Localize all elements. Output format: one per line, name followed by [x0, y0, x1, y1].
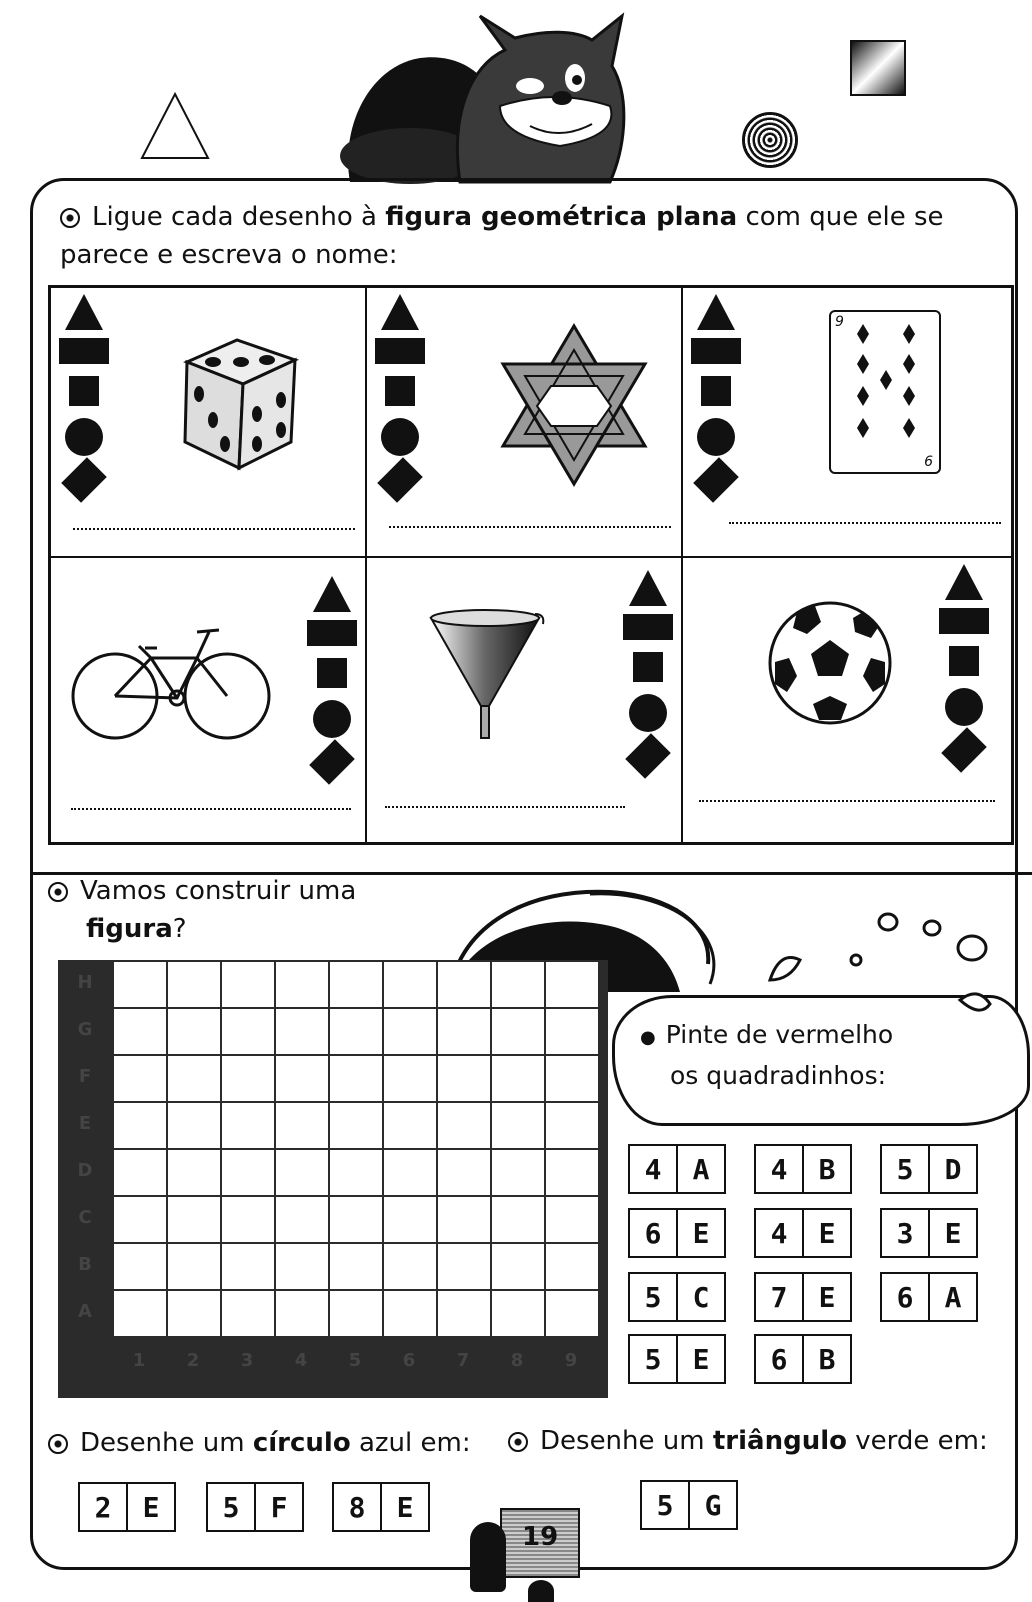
grid-cell[interactable] — [114, 1291, 166, 1336]
coordinate-code-box — [332, 1482, 430, 1532]
grid-cell[interactable] — [438, 1197, 490, 1242]
code-number: 4 — [770, 1216, 788, 1250]
triangle-icon[interactable] — [381, 294, 419, 330]
grid-col-label: 2 — [186, 1350, 200, 1371]
answer-line[interactable] — [71, 808, 351, 810]
grid-col-label: 8 — [510, 1350, 524, 1371]
playing-card-image — [829, 310, 941, 474]
instruction-text: com que ele se parece e escreva o nome: — [60, 202, 944, 270]
diamond-icon[interactable] — [377, 457, 423, 503]
coordinate-code-box — [206, 1482, 304, 1532]
circle-icon[interactable] — [629, 694, 667, 732]
circle-icon[interactable] — [697, 418, 735, 456]
coordinate-code-box — [78, 1482, 176, 1532]
grid-cell[interactable] — [276, 962, 328, 1007]
code-letter: E — [676, 1210, 724, 1256]
circle-icon[interactable] — [65, 418, 103, 456]
grid-cell[interactable] — [276, 1056, 328, 1101]
instruction-text: ? — [172, 914, 187, 944]
card-rank-top: 9 — [835, 314, 844, 330]
grid-cell[interactable] — [222, 1009, 274, 1054]
table-cell-ball — [682, 557, 1012, 843]
instruction-grid — [48, 872, 408, 948]
grid-cell[interactable] — [492, 1009, 544, 1054]
grid-cell[interactable] — [384, 1291, 436, 1336]
code-letter: A — [928, 1274, 976, 1320]
paint-instruction: ● Pinte de vermelho os quadradinhos: — [640, 1020, 894, 1090]
cat-illustration — [330, 6, 640, 184]
grid-cell[interactable] — [330, 1009, 382, 1054]
answer-line[interactable] — [73, 528, 355, 530]
code-number: 5 — [656, 1488, 674, 1522]
rectangle-icon[interactable] — [939, 608, 989, 634]
grid-cell[interactable] — [384, 962, 436, 1007]
grid-cell[interactable] — [168, 1244, 220, 1289]
code-number: 4 — [770, 1152, 788, 1186]
grid-cell[interactable] — [384, 1244, 436, 1289]
instruction-text: Vamos construir uma — [80, 876, 357, 906]
code-letter: E — [676, 1336, 724, 1382]
rectangle-icon[interactable] — [623, 614, 673, 640]
code-letter: E — [802, 1210, 850, 1256]
grid-cell[interactable] — [168, 1009, 220, 1054]
grid-cell[interactable] — [330, 1197, 382, 1242]
grid-cell[interactable] — [438, 962, 490, 1007]
code-number: 2 — [94, 1490, 112, 1524]
grid-row-label: E — [78, 1113, 92, 1134]
coordinate-code-box — [880, 1272, 978, 1322]
instruction-text: Desenhe um — [80, 1428, 253, 1458]
grid-cell[interactable] — [546, 1103, 598, 1148]
grid-cell[interactable] — [438, 1150, 490, 1195]
funnel-image — [427, 606, 547, 742]
triangle-icon[interactable] — [629, 570, 667, 606]
circle-icon[interactable] — [945, 688, 983, 726]
coordinate-code-box — [628, 1144, 726, 1194]
grid-cell[interactable] — [438, 1291, 490, 1336]
code-number: 7 — [770, 1280, 788, 1314]
shape-options[interactable] — [307, 576, 357, 776]
dice-image — [177, 332, 301, 472]
code-letter: C — [676, 1274, 724, 1320]
grid-cell[interactable] — [330, 1150, 382, 1195]
grid-cell[interactable] — [492, 1291, 544, 1336]
shape-options[interactable] — [691, 294, 741, 494]
coordinate-code-box — [754, 1272, 852, 1322]
grid-cell[interactable] — [546, 1150, 598, 1195]
table-cell-star — [366, 287, 682, 557]
code-letter: F — [254, 1484, 302, 1530]
paint-instruction-line2: os quadradinhos: — [670, 1061, 887, 1090]
grid-cell[interactable] — [492, 1197, 544, 1242]
grid-row-label: D — [77, 1160, 93, 1181]
code-letter: B — [802, 1146, 850, 1192]
coordinate-code-box — [880, 1208, 978, 1258]
code-letter: E — [928, 1210, 976, 1256]
grid-cell[interactable] — [438, 1244, 490, 1289]
instruction-circle — [48, 1424, 471, 1462]
grid-cell[interactable] — [168, 962, 220, 1007]
grid-cell[interactable] — [546, 1197, 598, 1242]
grid-cell[interactable] — [276, 1150, 328, 1195]
instruction-text: Desenhe um — [540, 1426, 713, 1456]
table-cell-bicycle — [50, 557, 366, 843]
soccer-ball-bullet-icon — [48, 882, 68, 902]
grid-cell[interactable] — [546, 962, 598, 1007]
grid-cell[interactable] — [276, 1009, 328, 1054]
grid-cell[interactable] — [330, 962, 382, 1007]
code-number: 5 — [644, 1280, 662, 1314]
grid-cell[interactable] — [330, 1056, 382, 1101]
table-cell-dice — [50, 287, 366, 557]
paint-instruction-line1: Pinte de vermelho — [665, 1020, 894, 1049]
grid-cell[interactable] — [384, 1056, 436, 1101]
grid-cell[interactable] — [222, 962, 274, 1007]
code-number: 6 — [896, 1280, 914, 1314]
code-number: 4 — [644, 1152, 662, 1186]
grid-cell[interactable] — [114, 1150, 166, 1195]
page-number: 19 — [522, 1522, 559, 1552]
shape-options[interactable] — [939, 564, 989, 764]
diamond-icon[interactable] — [61, 457, 107, 503]
coordinate-code-box — [880, 1144, 978, 1194]
coordinate-code-box — [754, 1144, 852, 1194]
code-number: 5 — [222, 1490, 240, 1524]
grid-cell[interactable] — [222, 1244, 274, 1289]
grid-cell[interactable] — [168, 1056, 220, 1101]
instruction-bold: figura geométrica plana — [385, 202, 738, 232]
table-cell-card — [682, 287, 1012, 557]
code-number: 3 — [896, 1216, 914, 1250]
instruction-bold: figura — [86, 914, 173, 944]
grid-cell[interactable] — [492, 1150, 544, 1195]
grid-cell[interactable] — [222, 1150, 274, 1195]
triangle-icon[interactable] — [697, 294, 735, 330]
answer-line[interactable] — [389, 526, 671, 528]
grid-col-label: 4 — [294, 1350, 308, 1371]
code-letter: A — [676, 1146, 724, 1192]
grid-cell[interactable] — [114, 1009, 166, 1054]
grid-cell[interactable] — [546, 1056, 598, 1101]
triangle-icon[interactable] — [65, 294, 103, 330]
rectangle-icon[interactable] — [307, 620, 357, 646]
grid-cell[interactable] — [438, 1103, 490, 1148]
grid-cell[interactable] — [168, 1150, 220, 1195]
grid-cell[interactable] — [222, 1056, 274, 1101]
instruction-bold: triângulo — [712, 1426, 847, 1456]
grid-cell[interactable] — [438, 1056, 490, 1101]
coordinate-code-box — [640, 1480, 738, 1530]
grid-col-label: 3 — [240, 1350, 254, 1371]
grid-row-label: F — [78, 1066, 92, 1087]
grid-col-label: 7 — [456, 1350, 470, 1371]
diamond-icon[interactable] — [309, 739, 355, 785]
code-letter: G — [688, 1482, 736, 1528]
grid-cell[interactable] — [546, 1291, 598, 1336]
code-letter: D — [928, 1146, 976, 1192]
soccer-ball-image — [767, 600, 893, 726]
rectangle-icon[interactable] — [691, 338, 741, 364]
grid-cell[interactable] — [546, 1009, 598, 1054]
grid-cell[interactable] — [384, 1103, 436, 1148]
square-icon[interactable] — [949, 646, 979, 676]
grid-cell[interactable] — [276, 1291, 328, 1336]
grid-cell[interactable] — [492, 962, 544, 1007]
soccer-ball-bullet-icon — [60, 208, 80, 228]
grid-cell[interactable] — [168, 1197, 220, 1242]
code-letter: E — [126, 1484, 174, 1530]
grid-cell[interactable] — [546, 1244, 598, 1289]
grid-cell[interactable] — [114, 1197, 166, 1242]
diamond-icon[interactable] — [625, 733, 671, 779]
grid-cell[interactable] — [330, 1103, 382, 1148]
answer-line[interactable] — [385, 806, 625, 808]
soccer-ball-bullet-icon — [508, 1432, 528, 1452]
grid-cell[interactable] — [114, 962, 166, 1007]
grid-cell[interactable] — [222, 1197, 274, 1242]
grid-row-label: H — [77, 972, 93, 993]
code-letter: E — [380, 1484, 428, 1530]
circle-icon[interactable] — [381, 418, 419, 456]
rectangle-icon[interactable] — [375, 338, 425, 364]
mascot-page-badge — [470, 1508, 582, 1600]
instruction-text: azul em: — [350, 1428, 471, 1458]
grid-cell[interactable] — [114, 1103, 166, 1148]
grid-cell[interactable] — [492, 1103, 544, 1148]
instruction-bold: círculo — [252, 1428, 351, 1458]
grid-col-label: 5 — [348, 1350, 362, 1371]
grid-cell[interactable] — [276, 1103, 328, 1148]
gradient-circle-icon — [742, 112, 798, 168]
grid-col-label: 1 — [132, 1350, 146, 1371]
grid-cell[interactable] — [168, 1291, 220, 1336]
square-icon[interactable] — [701, 376, 731, 406]
star-of-david-image — [499, 322, 649, 488]
coordinate-code-box — [628, 1208, 726, 1258]
instruction-text: verde em: — [846, 1426, 988, 1456]
grid-cell[interactable] — [384, 1197, 436, 1242]
card-rank-bottom: 6 — [924, 454, 933, 470]
soccer-ball-bullet-icon — [48, 1434, 68, 1454]
grid-cell[interactable] — [438, 1009, 490, 1054]
grid-cell[interactable] — [384, 1150, 436, 1195]
grid-row-label: B — [78, 1254, 92, 1275]
coordinate-code-box — [754, 1334, 852, 1384]
paint-drops-icon — [760, 900, 1020, 1020]
bicycle-image — [69, 618, 273, 742]
answer-line[interactable] — [729, 522, 1001, 524]
coordinate-grid — [58, 960, 608, 1398]
shape-options[interactable] — [59, 294, 109, 494]
rectangle-icon[interactable] — [59, 338, 109, 364]
shapes-table — [48, 285, 1014, 845]
code-number: 6 — [644, 1216, 662, 1250]
grid-cell[interactable] — [492, 1244, 544, 1289]
grid-cell[interactable] — [276, 1197, 328, 1242]
gradient-square-icon — [850, 40, 906, 96]
grid-row-label: A — [78, 1301, 92, 1322]
instruction-triangle — [508, 1422, 988, 1460]
code-number: 6 — [770, 1342, 788, 1376]
square-icon[interactable] — [385, 376, 415, 406]
instruction-shapes — [60, 198, 960, 274]
square-icon[interactable] — [317, 658, 347, 688]
grid-cell[interactable] — [276, 1244, 328, 1289]
code-letter: E — [802, 1274, 850, 1320]
grid-col-label: 9 — [564, 1350, 578, 1371]
grid-cell[interactable] — [114, 1244, 166, 1289]
coordinate-code-box — [628, 1334, 726, 1384]
triangle-icon[interactable] — [945, 564, 983, 600]
code-number: 8 — [348, 1490, 366, 1524]
grid-cell[interactable] — [222, 1291, 274, 1336]
grid-cell[interactable] — [492, 1056, 544, 1101]
answer-line[interactable] — [699, 800, 995, 802]
grid-col-label: 6 — [402, 1350, 416, 1371]
coordinate-code-box — [754, 1208, 852, 1258]
square-icon[interactable] — [633, 652, 663, 682]
grid-cell[interactable] — [222, 1103, 274, 1148]
grid-cell[interactable] — [330, 1291, 382, 1336]
instruction-text: Ligue cada desenho à — [92, 202, 386, 232]
triangle-outline-icon — [138, 90, 212, 162]
grid-row-label: G — [77, 1019, 93, 1040]
grid-cell[interactable] — [114, 1056, 166, 1101]
circle-icon[interactable] — [313, 700, 351, 738]
code-number: 5 — [896, 1152, 914, 1186]
code-letter: B — [802, 1336, 850, 1382]
diamond-pips-icon — [851, 320, 921, 460]
grid-row-label: C — [78, 1207, 92, 1228]
shape-options[interactable] — [623, 570, 673, 770]
shape-options[interactable] — [375, 294, 425, 494]
coordinate-code-box — [628, 1272, 726, 1322]
grid-cell[interactable] — [384, 1009, 436, 1054]
square-icon[interactable] — [69, 376, 99, 406]
diamond-icon[interactable] — [941, 727, 987, 773]
diamond-icon[interactable] — [693, 457, 739, 503]
grid-cell[interactable] — [168, 1103, 220, 1148]
code-number: 5 — [644, 1342, 662, 1376]
grid-cell[interactable] — [330, 1244, 382, 1289]
triangle-icon[interactable] — [313, 576, 351, 612]
table-cell-funnel — [366, 557, 682, 843]
